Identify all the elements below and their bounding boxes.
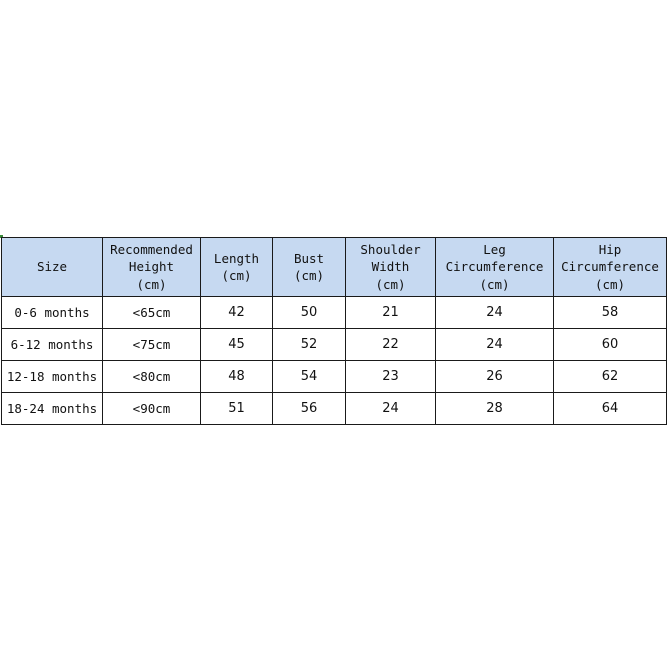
header-line: Height xyxy=(128,259,175,275)
cell-hip: 60 xyxy=(554,329,667,361)
header-shoulder-width xyxy=(346,238,436,297)
cell-height: <65cm xyxy=(103,297,201,329)
cell-bust: 52 xyxy=(273,329,346,361)
table-row xyxy=(2,329,667,361)
cell-leg: 26 xyxy=(436,361,554,393)
cell-shoulder: 21 xyxy=(346,297,436,329)
header-line: Hip xyxy=(598,241,622,257)
header-line: Leg xyxy=(483,241,506,257)
header-unit: (cm) xyxy=(293,268,325,283)
table-header xyxy=(2,238,667,297)
cell-hip: 64 xyxy=(554,393,667,425)
size-chart-table xyxy=(1,237,667,425)
header-hip-circumference xyxy=(554,238,667,297)
cell-leg: 24 xyxy=(436,329,554,361)
header-line: Circumference xyxy=(445,259,544,275)
table-row xyxy=(2,361,667,393)
header-unit: (cm) xyxy=(375,276,406,292)
header-line: Recommended xyxy=(110,241,193,257)
header-unit: (cm) xyxy=(594,276,626,292)
header-size xyxy=(2,238,103,297)
table-body xyxy=(2,297,667,425)
header-line: Width xyxy=(371,259,410,275)
cell-size: 12-18 months xyxy=(2,361,103,393)
cell-length: 48 xyxy=(201,361,273,393)
cell-size: 18-24 months xyxy=(2,393,103,425)
header-line: Shoulder xyxy=(360,241,421,257)
cell-bust: 54 xyxy=(273,361,346,393)
header-leg-circumference xyxy=(436,238,554,297)
cell-size: 6-12 months xyxy=(2,329,103,361)
cell-shoulder: 23 xyxy=(346,361,436,393)
cell-shoulder: 24 xyxy=(346,393,436,425)
header-recommended-height xyxy=(103,238,201,297)
cell-shoulder: 22 xyxy=(346,329,436,361)
header-unit: (cm) xyxy=(221,268,252,283)
cell-hip: 62 xyxy=(554,361,667,393)
cell-length: 51 xyxy=(201,393,273,425)
cell-height: <75cm xyxy=(103,329,201,361)
header-length xyxy=(201,238,273,297)
cell-leg: 24 xyxy=(436,297,554,329)
cell-bust: 50 xyxy=(273,297,346,329)
cell-length: 45 xyxy=(201,329,273,361)
table-row xyxy=(2,393,667,425)
header-row xyxy=(2,238,667,297)
cell-bust: 56 xyxy=(273,393,346,425)
cell-length: 42 xyxy=(201,297,273,329)
header-line: Length xyxy=(213,250,260,266)
cell-hip: 58 xyxy=(554,297,667,329)
cell-size: 0-6 months xyxy=(2,297,103,329)
header-size-line: Size xyxy=(36,259,68,275)
header-line: Circumference xyxy=(561,259,659,275)
table-row xyxy=(2,297,667,329)
header-unit: (cm) xyxy=(479,276,510,292)
header-bust xyxy=(273,238,346,297)
header-line: Bust xyxy=(293,250,325,266)
header-unit: (cm) xyxy=(136,276,167,292)
cell-leg: 28 xyxy=(436,393,554,425)
cell-height: <80cm xyxy=(103,361,201,393)
cell-height: <90cm xyxy=(103,393,201,425)
